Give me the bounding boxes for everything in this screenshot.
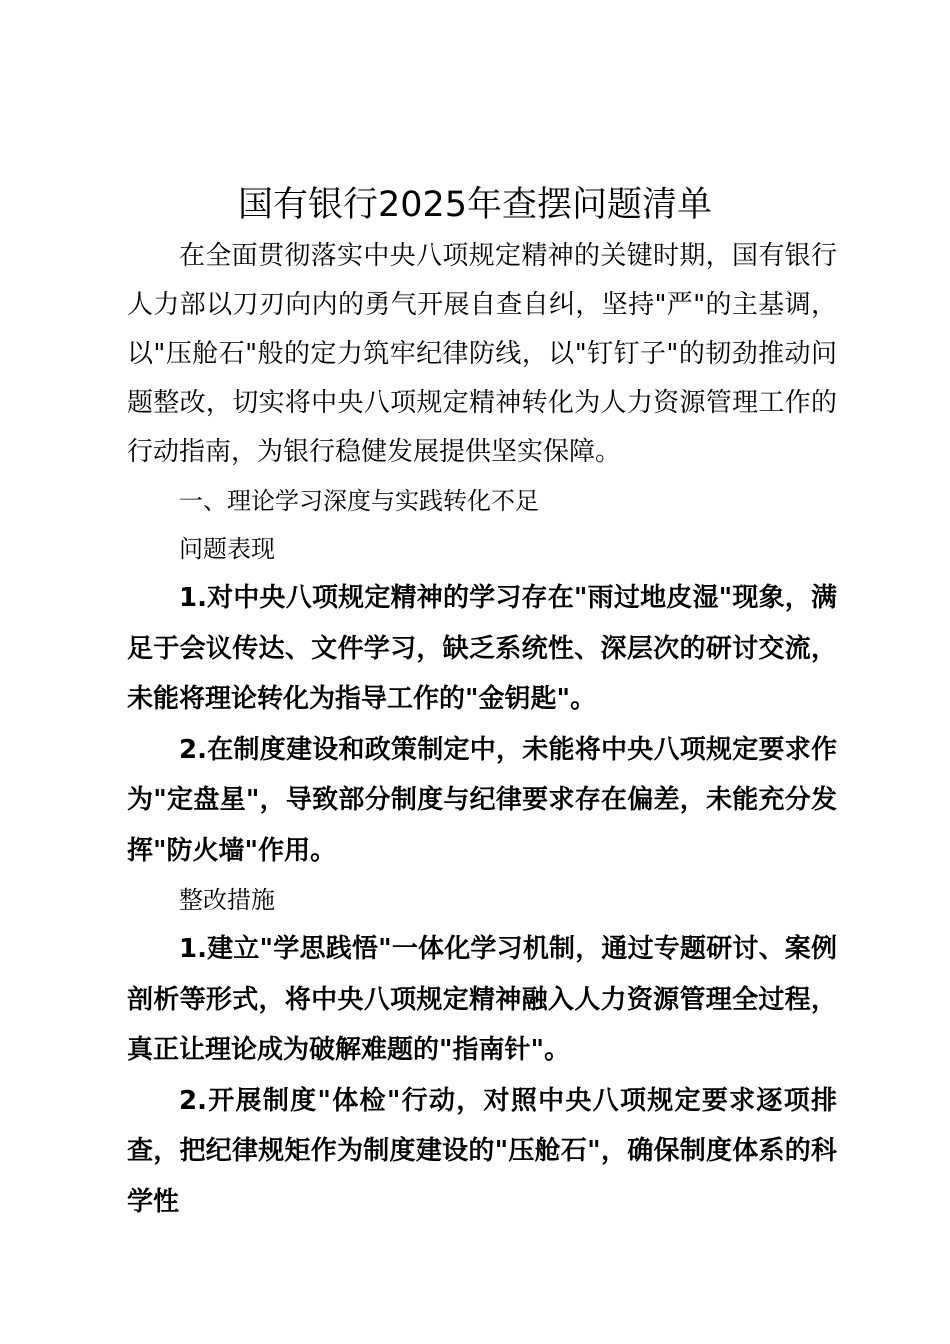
problems-subheading: 问题表现 xyxy=(179,535,275,563)
measure-item: 1.建立"学思践悟"一体化学习机制，通过专题研讨、案例剖析等形式，将中央八项规定精神融入人力资源管理全过程，真正让理论成为破解难题的"指南针"。 xyxy=(127,934,837,1065)
problem-item: 1.对中央八项规定精神的学习存在"雨过地皮湿"现象，满足于会议传达、文件学习，缺乏系统性、深层次的研讨交流，未能将理论转化为指导工作的"金钥匙"。 xyxy=(127,583,837,714)
section-heading: 一、理论学习深度与实践转化不足 xyxy=(179,487,539,515)
problem-item: 2.在制度建设和政策制定中，未能将中央八项规定要求作为"定盘星"，导致部分制度与纪律要求存在偏差，未能充分发挥"防火墙"作用。 xyxy=(127,734,837,866)
document-body xyxy=(127,232,837,1227)
intro-paragraph: 在全面贯彻落实中央八项规定精神的关键时期，国有银行人力部以刀刃向内的勇气开展自查自纠，坚持"严"的主基调，以"压舱石"般的定力筑牢纪律防线，以"钉钉子"的韧劲推动问题整改，切实将中央八项规定精神转化为人力资源管理工作的行动指南，为银行稳健发展提供坚实保障。 xyxy=(127,241,837,467)
document-title: 国有银行2025年查摆问题清单 xyxy=(237,185,713,225)
measures-subheading: 整改措施 xyxy=(179,886,275,914)
measure-item: 2.开展制度"体检"行动，对照中央八项规定要求逐项排查，把纪律规矩作为制度建设的"压舱石"，确保制度体系的科学性 xyxy=(127,1085,837,1217)
